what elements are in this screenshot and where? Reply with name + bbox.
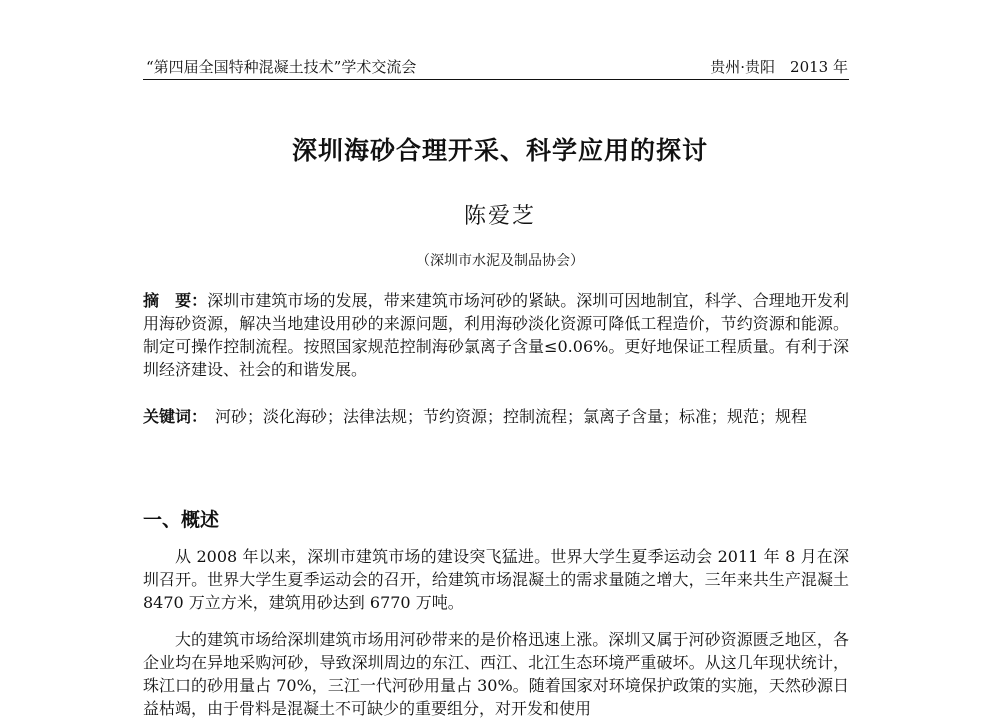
running-header-conference: “第四届全国特种混凝土技术”学术交流会	[146, 58, 417, 76]
keywords-text: 河砂；淡化海砂；法律法规；节约资源；控制流程；氯离子含量；标准；规范；规程	[199, 407, 808, 426]
running-header-location-year: 贵州·贵阳 2013 年	[710, 58, 848, 76]
abstract	[143, 289, 849, 381]
abstract-text: 深圳市建筑市场的发展，带来建筑市场河砂的紧缺。深圳可因地制宜，科学、合理地开发利用海砂资源，解决当地建设用砂的来源问题，利用海砂淡化资源可降低工程造价，节约资源和能源。 制定可操作控制流程。按照国家规范控制海砂氯离子含量≤0.06%。更好地保证工程质量。有利于深圳经济建设、社会的和谐发展。	[143, 291, 849, 379]
keywords-label: 关键词：	[143, 407, 200, 426]
header-divider	[143, 79, 849, 80]
author-affiliation: （深圳市水泥及制品协会）	[416, 253, 584, 269]
section-heading: 一、概述	[143, 509, 220, 531]
keywords	[143, 405, 849, 428]
abstract-label: 摘 要：	[143, 291, 208, 310]
paper-title: 深圳海砂合理开采、科学应用的探讨	[291, 136, 708, 165]
body-paragraph-2: 大的建筑市场给深圳建筑市场用河砂带来的是价格迅速上涨。深圳又属于河砂资源匮乏地区，各企业均在异地采购河砂，导致深圳周边的东江、西江、北江生态环境严重破坏。从这几年现状统计，珠江口的砂用量占 70%，三江一代河砂用量占 30%。随着国家对环境保护政策的实施，天然砂源日益枯竭，由于骨料是混凝土不可缺少的重要组分，对开发和使用	[143, 630, 849, 718]
paper-author: 陈爱芝	[463, 204, 536, 229]
body-paragraph-1: 从 2008 年以来，深圳市建筑市场的建设突飞猛进。世界大学生夏季运动会 2011 年 8 月在深圳召开。世界大学生夏季运动会的召开，给建筑市场混凝土的需求量随之增大，三年来共生产混凝土 8470 万立方米，建筑用砂达到 6770 万吨。	[143, 547, 849, 612]
